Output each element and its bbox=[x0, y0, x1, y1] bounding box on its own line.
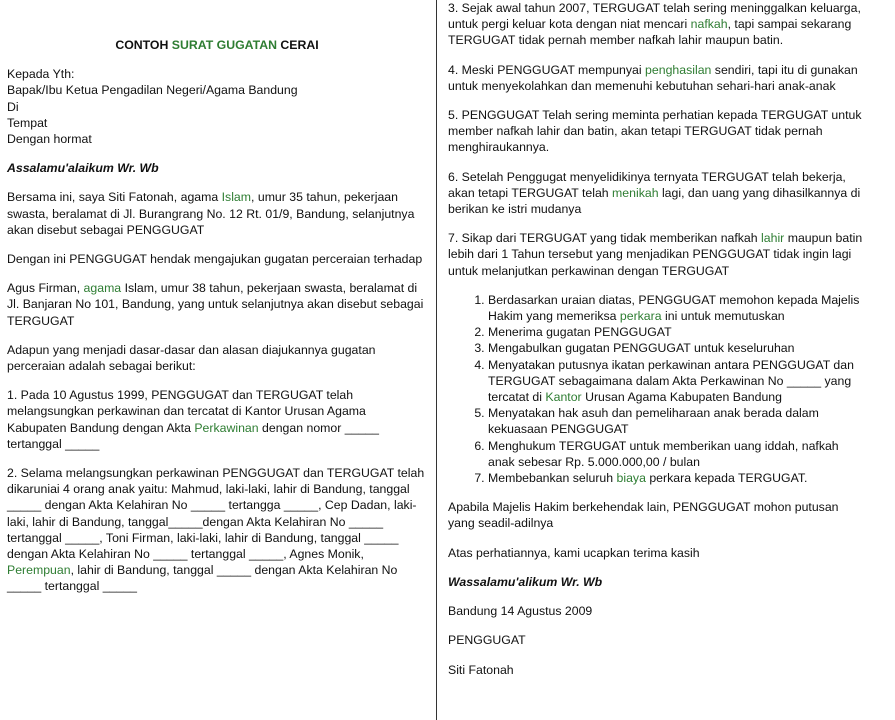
alternative-paragraph: Apabila Majelis Hakim berkehendak lain, PENGGUGAT mohon putusan yang seadil-adilnya bbox=[448, 500, 839, 531]
petition-item: 5. Menyatakan hak asuh dan pemeliharaan anak berada dalam kekuasaan PENGGUGAT bbox=[488, 405, 868, 437]
link-lahir[interactable]: lahir bbox=[761, 231, 785, 246]
petition-item: 7. Membebankan seluruh biaya perkara kepada TERGUGAT. bbox=[488, 470, 868, 486]
address-line: Bapak/Ibu Ketua Pengadilan Negeri/Agama Bandung bbox=[7, 83, 298, 98]
signer-role: PENGGUGAT bbox=[448, 633, 526, 648]
document-title: CONTOH SURAT GUGATAN CERAI bbox=[115, 38, 319, 52]
address-line: Tempat bbox=[7, 115, 48, 130]
point-6: 6. Setelah Penggugat menyelidikinya ternyata TERGUGAT telah bekerja, akan tetapi TERGUGAT telah menikah lagi, dan uang yang dihasilkannya di berikan ke istri mudanya bbox=[448, 169, 861, 217]
link-perempuan[interactable]: Perempuan bbox=[7, 563, 71, 578]
place-date: Bandung 14 Agustus 2009 bbox=[448, 604, 593, 619]
recipient-address bbox=[7, 66, 427, 147]
link-biaya[interactable]: biaya bbox=[616, 471, 646, 486]
title-link[interactable]: SURAT GUGATAN bbox=[171, 38, 277, 52]
point-4: 4. Meski PENGGUGAT mempunyai penghasilan sendiri, tapi itu di gunakan untuk menyekolahkan dan memenuhi kebutuhan sehari-hari anak-anak bbox=[448, 62, 858, 93]
greeting: Assalamu'alaikum Wr. Wb bbox=[7, 161, 159, 176]
link-islam[interactable]: Islam bbox=[221, 190, 252, 205]
link-perkawinan[interactable]: Perkawinan bbox=[194, 420, 259, 435]
link-kantor[interactable]: Kantor bbox=[545, 390, 582, 405]
point-1: 1. Pada 10 Agustus 1999, PENGGUGAT dan TERGUGAT telah melangsungkan perkawinan dan tercatat di Kantor Urusan Agama Kabupaten Bandung dengan Akta Perkawinan dengan nomor _____ tertanggal _____ bbox=[7, 388, 379, 451]
petition-item: 3. Mengabulkan gugatan PENGGUGAT untuk keseluruhan bbox=[488, 340, 868, 356]
signer-name: Siti Fatonah bbox=[448, 662, 514, 677]
link-penghasilan[interactable]: penghasilan bbox=[645, 62, 712, 77]
plaintiff-paragraph: Bersama ini, saya Siti Fatonah, agama Islam, umur 35 tahun, pekerjaan swasta, beralamat di Jl. Burangrang No. 12 Rt. 01/9, Bandung, selanjutnya akan disebut sebagai PENGGUGAT bbox=[7, 190, 415, 237]
left-column bbox=[7, 0, 427, 608]
petition-list bbox=[448, 292, 868, 486]
point-3: 3. Sejak awal tahun 2007, TERGUGAT telah sering meninggalkan keluarga, untuk pergi keluar kota dengan niat mencari nafkah, tapi sampai sekarang TERGUGAT tidak pernah member nafkah lahir maupun batin. bbox=[448, 1, 861, 48]
petition-item: 6. Menghukum TERGUGAT untuk memberikan uang iddah, nafkah anak sebesar Rp. 5.000.000,00 / bulan bbox=[488, 438, 868, 470]
point-2: 2. Selama melangsungkan perkawinan PENGGUGAT dan TERGUGAT telah dikaruniai 4 orang anak yaitu: Mahmud, laki-laki, lahir di Bandung, tanggal _____ dengan Akta Kelahiran No _____ tertangga _____, Cep Dadan, laki-laki, lahir di Bandung, tanggal_____dengan Akta Kelahiran No _____ tertanggal _____, Toni Firman, laki-laki, lahir di Bandung, tanggal _____ dengan Akta Kelahiran No _____ tertanggal _____, Agnes Monik, Perempuan, lahir di Bandung, tanggal _____ dengan Akta Kelahiran No _____ tertanggal _____ bbox=[7, 466, 425, 594]
link-agama[interactable]: agama bbox=[83, 281, 122, 296]
address-line: Kepada Yth: bbox=[7, 67, 75, 82]
address-line: Di bbox=[7, 99, 19, 114]
address-line: Dengan hormat bbox=[7, 132, 92, 147]
petition-item: 4. Menyatakan putusnya ikatan perkawinan antara PENGGUGAT dan TERGUGAT sebagaimana dalam Akta Perkawinan No _____ yang tercatat di Kantor Urusan Agama Kabupaten Bandung bbox=[488, 357, 868, 406]
petition-item: 1. Berdasarkan uraian diatas, PENGGUGAT memohon kepada Majelis Hakim yang memeriksa perkara ini untuk memutuskan bbox=[488, 292, 868, 324]
thanks-paragraph: Atas perhatiannya, kami ucapkan terima kasih bbox=[448, 545, 700, 560]
defendant-paragraph: Agus Firman, agama Islam, umur 38 tahun, pekerjaan swasta, beralamat di Jl. Banjaran No 101, Bandung, yang untuk selanjutnya akan disebut sebagai TERGUGAT bbox=[7, 281, 424, 328]
link-perkara[interactable]: perkara bbox=[619, 309, 662, 324]
basis-paragraph: Adapun yang menjadi dasar-dasar dan alasan diajukannya gugatan perceraian adalah sebagai berikut: bbox=[7, 342, 376, 374]
link-nafkah[interactable]: nafkah bbox=[690, 17, 728, 32]
point-7: 7. Sikap dari TERGUGAT yang tidak memberikan nafkah lahir maupun batin lebih dari 1 Tahun tersebut yang menjadikan PENGGUGAT tidak ingin lagi untuk melanjutkan perkawinan dengan TERGUGAT bbox=[448, 231, 863, 278]
link-menikah[interactable]: menikah bbox=[612, 185, 659, 200]
intent-paragraph: Dengan ini PENGGUGAT hendak mengajukan gugatan perceraian terhadap bbox=[7, 252, 423, 267]
closing: Wassalamu'alikum Wr. Wb bbox=[448, 574, 603, 589]
point-5: 5. PENGGUGAT Telah sering meminta perhatian kepada TERGUGAT untuk member nafkah lahir dan batin, akan tetapi TERGUGAT tidak pernah menghiraukannya. bbox=[448, 108, 862, 155]
petition-item: 2. Menerima gugatan PENGGUGAT bbox=[488, 324, 868, 340]
right-column bbox=[448, 0, 868, 691]
column-divider bbox=[436, 0, 437, 720]
